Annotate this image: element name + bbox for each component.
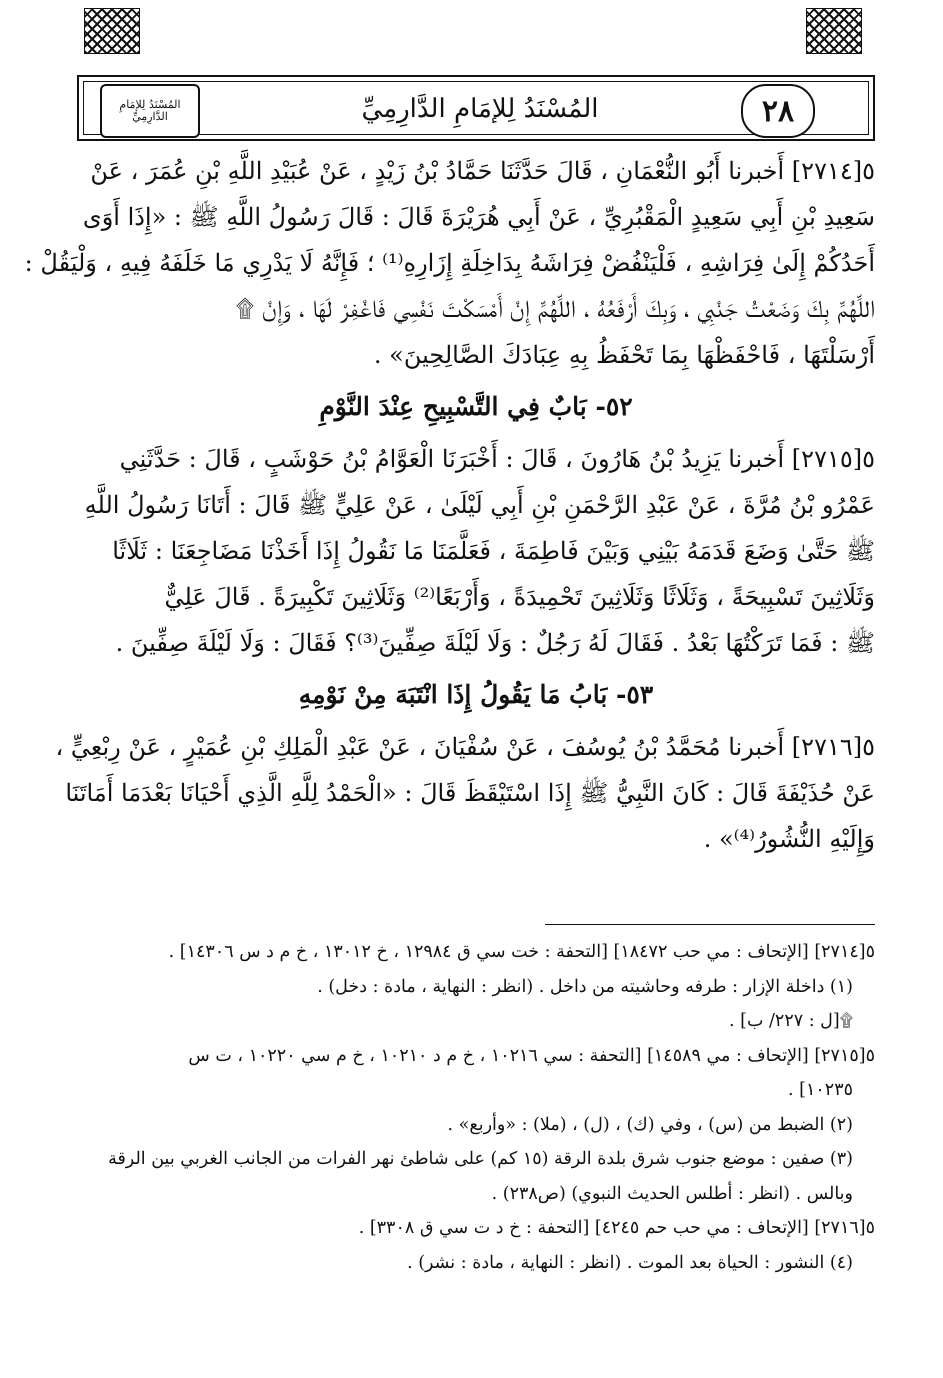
text-line: ٥[٢٧١٤] أَخبرنا أَبُو النُّعْمَانِ ، قَالَ حَدَّثَنَا حَمَّادُ بْنُ زَيْدٍ ، عَنْ عُبَيْدِ اللَّهِ بْنِ عُمَرَ ، عَنْ bbox=[90, 157, 875, 185]
footnote-line: ١٠٢٣٥] . bbox=[788, 1080, 853, 1100]
text-line: ٥[٢٧١٥] أَخبرنا يَزِيدُ بْنُ هَارُونَ ، قَالَ : أَخْبَرَنَا الْعَوَّامُ بْنُ حَوْشَبٍ ، قَالَ : حَدَّثَنِي bbox=[119, 445, 875, 473]
footnote-line: (٤) النشور : الحياة بعد الموت . (انظر : النهاية ، مادة : نشر) . bbox=[407, 1252, 853, 1273]
footnote-line: ٥[٢٧١٦] [الإتحاف : مي حب حم ٤٢٤٥] [التحفة : خ د ت سي ق ٣٣٠٨] . bbox=[358, 1218, 875, 1238]
footnote-line: (٣) صفين : موضع جنوب شرق بلدة الرقة (١٥ كم) على شاطئ نهر الفرات من الجانب الغربي بين الرقة bbox=[108, 1149, 853, 1169]
text-line: وَثَلَاثِينَ تَسْبِيحَةً ، وَثَلَاثًا وَثَلَاثِينَ تَحْمِيدَةً ، وَأَرْبَعًا⁽²⁾ وَثَلَاثِينَ تَكْبِيرَةً . قَالَ عَلِيٌّ bbox=[164, 583, 875, 611]
chapter-heading-52: ٥٢- بَابٌ فِي التَّسْبِيحِ عِنْدَ النَّوْمِ bbox=[319, 392, 633, 421]
text-line: أَحَدُكُمْ إِلَىٰ فِرَاشِهِ ، فَلْيَنْفُضْ فِرَاشَهُ بِدَاخِلَةِ إِزَارِهِ⁽¹⁾ ؛ فَإِنَّهُ لَا يَدْرِي مَا خَلَفَهُ فِيهِ ، وَلْيَقُلْ : bbox=[24, 249, 875, 277]
text-line: عَنْ حُذَيْفَةَ قَالَ : كَانَ النَّبِيُّ ﷺ إِذَا اسْتَيْقَظَ قَالَ : «الْحَمْدُ لِلَّهِ الَّذِي أَحْيَانَا بَعْدَمَا أَمَاتَنَا bbox=[65, 779, 875, 807]
footnote-line: ۩[ل : ٢٢٧/ ب] . bbox=[729, 1011, 853, 1031]
text-line: عَمْرُو بْنُ مُرَّةَ ، عَنْ عَبْدِ الرَّحْمَنِ بْنِ أَبِي لَيْلَىٰ ، عَنْ عَلِيٍّ ﷺ قَالَ : أَتَانَا رَسُولُ اللَّهِ bbox=[84, 491, 875, 519]
main-text bbox=[24, 148, 875, 862]
footnotes bbox=[77, 935, 875, 1280]
chapter-heading-53: ٥٣- بَابُ مَا يَقُولُ إِذَا انْتَبَهَ مِنْ نَوْمِهِ bbox=[298, 680, 654, 709]
text-line: ﷺ حَتَّىٰ وَضَعَ قَدَمَهُ بَيْنِي وَبَيْنَ فَاطِمَةَ ، فَعَلَّمَنَا مَا نَقُولُ إِذَا أَخَذْنَا مَضَاجِعَنَا : ثَلَاثًا bbox=[112, 537, 875, 565]
text-line: ٥[٢٧١٦] أَخبرنا مُحَمَّدُ بْنُ يُوسُفَ ، عَنْ سُفْيَانَ ، عَنْ عَبْدِ الْمَلِكِ بْنِ عُمَيْرٍ ، عَنْ رِبْعِيٍّ ، bbox=[55, 733, 875, 761]
book-seal-logo: المُسْنَدُ لِلإمَامِ الدَّارِمِيِّ bbox=[100, 84, 200, 138]
ornament-left bbox=[84, 8, 140, 54]
text-line: وَإِلَيْهِ النُّشُورُ⁽⁴⁾» . bbox=[703, 825, 875, 853]
footnote-divider bbox=[545, 924, 875, 925]
footnote-line: ٥[٢٧١٥] [الإتحاف : مي ١٤٥٨٩] [التحفة : سي ١٠٢١٦ ، خ م د ١٠٢١٠ ، خ م سي ١٠٢٢٠ ، ت س bbox=[188, 1045, 875, 1066]
footnote-line: ٥[٢٧١٤] [الإتحاف : مي حب ١٨٤٧٢] [التحفة : خت سي ق ١٢٩٨٤ ، خ ١٣٠١٢ ، خ م د س ١٤٣٠٦] . bbox=[168, 942, 875, 962]
text-line: اللَّهُمَّ بِكَ وَضَعْتُ جَنْبِي ، وَبِكَ أَرْفَعُهُ ، اللَّهُمَّ إِنْ أَمْسَكْتَ نَفْسِي فَاغْفِرْ لَهَا ، وَإِنْ ۩ bbox=[235, 295, 875, 323]
text-line: ﷺ : فَمَا تَرَكْتُهَا بَعْدُ . فَقَالَ لَهُ رَجُلٌ : وَلَا لَيْلَةَ صِفِّينَ⁽³⁾؟ فَقَالَ : وَلَا لَيْلَةَ صِفِّينَ . bbox=[115, 629, 875, 657]
footnote-line: وبالس . (انظر : أطلس الحديث النبوي) (ص٢٣٨) . bbox=[491, 1183, 853, 1204]
footnote-line: (١) داخلة الإزار : طرفه وحاشيته من داخل . (انظر : النهاية ، مادة : دخل) . bbox=[317, 976, 853, 997]
page-number: ٢٨ bbox=[741, 84, 815, 138]
text-line: سَعِيدِ بْنِ أَبِي سَعِيدٍ الْمَقْبُرِيِّ ، عَنْ أَبِي هُرَيْرَةَ قَالَ : قَالَ رَسُولُ اللَّهِ ﷺ : «إِذَا أَوَى bbox=[82, 203, 875, 231]
text-line: أَرْسَلْتَهَا ، فَاحْفَظْهَا بِمَا تَحْفَظُ بِهِ عِبَادَكَ الصَّالِحِينَ» . bbox=[373, 341, 875, 369]
ornament-right bbox=[806, 8, 862, 54]
running-title: المُسْنَدُ لِلإمَامِ الدَّارِمِيِّ bbox=[361, 94, 599, 124]
footnote-line: (٢) الضبط من (س) ، وفي (ك) ، (ل) ، (ملا) : «وأربع» . bbox=[447, 1114, 853, 1135]
